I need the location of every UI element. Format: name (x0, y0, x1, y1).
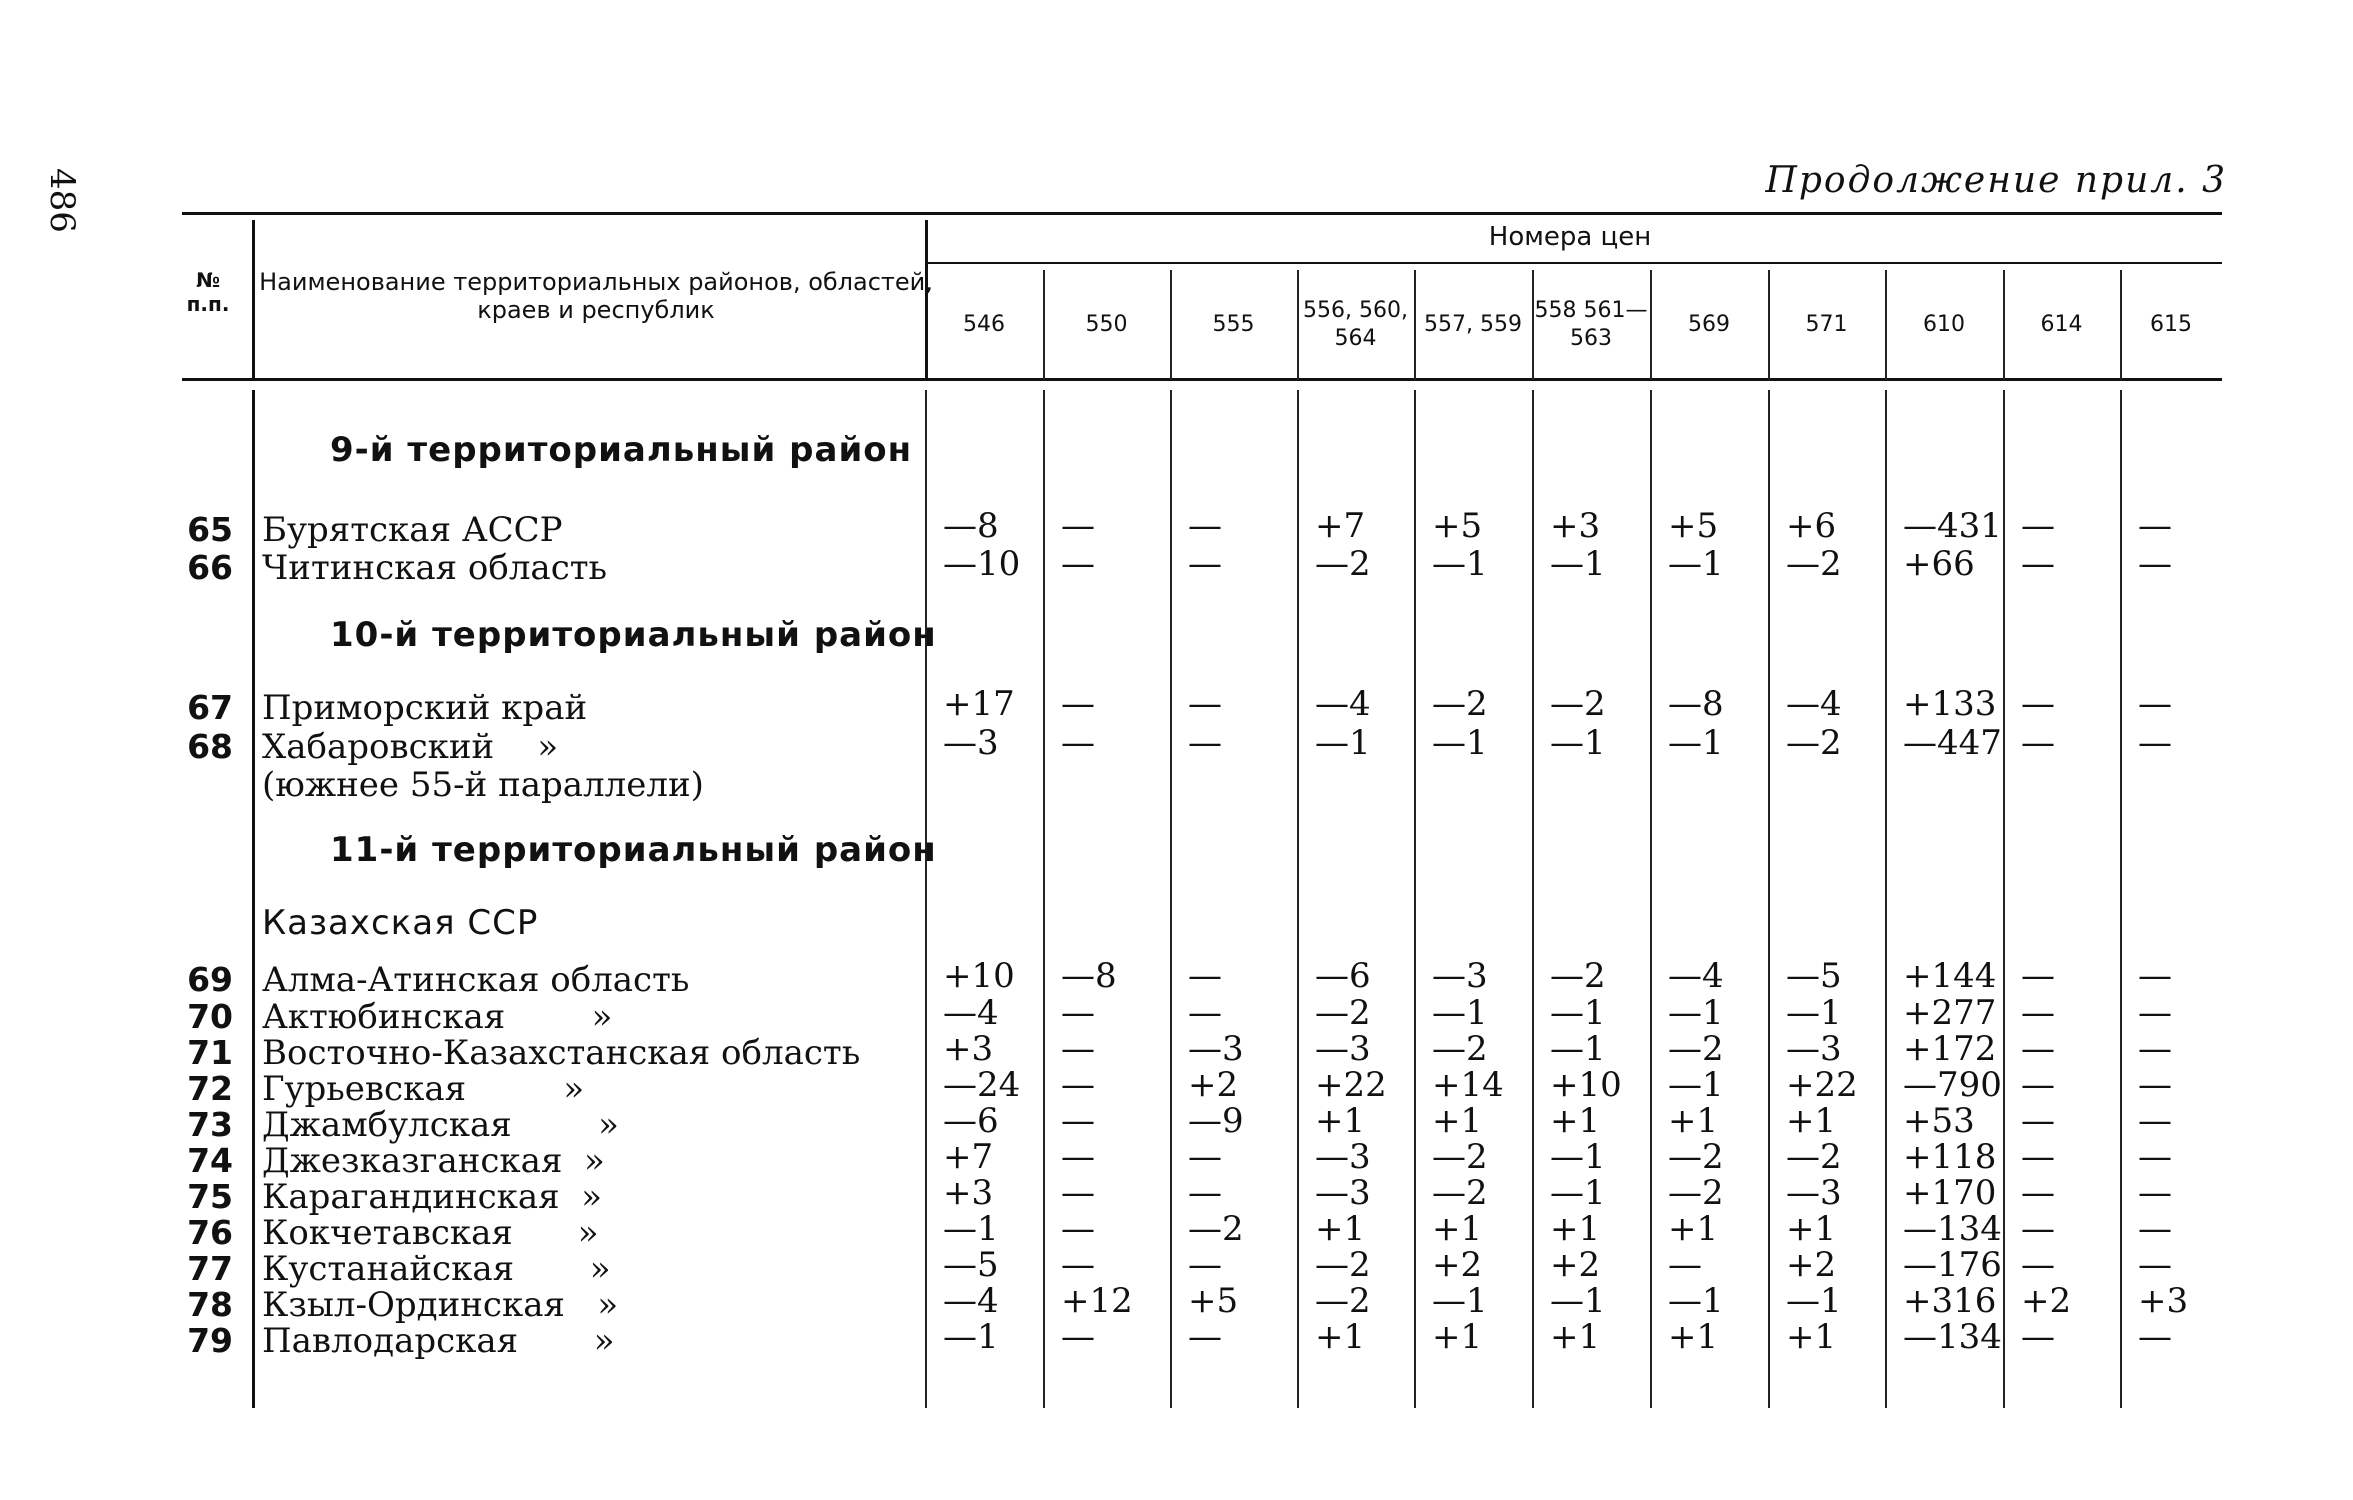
table-cell: — (2021, 1209, 2055, 1249)
column-header-9: 610 (1923, 312, 1965, 337)
table-cell: +277 (1903, 993, 1997, 1033)
table-cell: — (2138, 1137, 2172, 1177)
table-cell: — (1668, 1245, 1702, 1285)
table-cell: —2 (1188, 1209, 1244, 1249)
table-cell: — (2021, 1173, 2055, 1213)
table-cell: —447 (1903, 723, 2002, 763)
table-cell: +1 (1432, 1209, 1483, 1249)
table-cell: —2 (1786, 723, 1842, 763)
header-group-label: Номера цен (1488, 222, 1652, 252)
row-number: 70 (187, 997, 233, 1036)
table-cell: —1 (1668, 993, 1724, 1033)
header-name-label: Наименование территориальных районов, областей, краев и республик (259, 268, 933, 324)
row-name: Кзыл-Ординская » (262, 1285, 619, 1325)
table-cell: —4 (1668, 956, 1724, 996)
table-cell: —1 (1550, 1281, 1606, 1321)
table-cell: — (2021, 544, 2055, 584)
table-cell: +66 (1903, 544, 1975, 584)
table-cell: +2 (1786, 1245, 1837, 1285)
table-cell: — (2138, 684, 2172, 724)
table-cell: — (1061, 723, 1095, 763)
table-cell: —2 (1550, 956, 1606, 996)
table-cell: +1 (1315, 1317, 1366, 1357)
table-cell: —1 (1668, 1281, 1724, 1321)
table-cell: —1 (943, 1209, 999, 1249)
table-cell: — (2138, 993, 2172, 1033)
page-number: 486 (42, 168, 82, 233)
column-header-1: 546 (963, 312, 1005, 337)
table-cell: +1 (1550, 1101, 1601, 1141)
header-divider-no (252, 220, 255, 380)
table-cell: +1 (1786, 1317, 1837, 1357)
table-cell: —4 (943, 993, 999, 1033)
table-cell: — (1188, 544, 1222, 584)
section-subtitle: Казахская ССР (262, 903, 539, 943)
row-number: 79 (187, 1321, 233, 1360)
table-cell: +1 (1550, 1317, 1601, 1357)
table-cell: +1 (1668, 1209, 1719, 1249)
table-cell: — (1188, 1317, 1222, 1357)
table-cell: —2 (1786, 544, 1842, 584)
table-cell: —1 (1432, 723, 1488, 763)
table-cell: +2 (1188, 1065, 1239, 1105)
table-cell: +1 (1315, 1101, 1366, 1141)
table-cell: — (2021, 723, 2055, 763)
table-cell: +316 (1903, 1281, 1997, 1321)
table-cell: — (2138, 506, 2172, 546)
body-column-divider (925, 390, 927, 1408)
column-header-6: 558 561— 563 (1534, 298, 1648, 351)
continuation-caption: Продолжение прил. 3 (1765, 160, 2227, 201)
table-cell: — (2138, 723, 2172, 763)
row-name: Кустанайская » (262, 1249, 611, 1289)
table-cell: —2 (1432, 1173, 1488, 1213)
table-cell: — (2021, 1245, 2055, 1285)
row-number: 72 (187, 1069, 233, 1108)
table-cell: +53 (1903, 1101, 1975, 1141)
table-cell: +144 (1903, 956, 1997, 996)
table-cell: — (1061, 684, 1095, 724)
table-cell: —2 (1668, 1137, 1724, 1177)
table-cell: — (1188, 1173, 1222, 1213)
row-name: Алма-Атинская область (262, 960, 690, 1000)
table-cell: — (1061, 1029, 1095, 1069)
row-number: 65 (187, 510, 233, 549)
table-cell: —9 (1188, 1101, 1244, 1141)
table-cell: +7 (943, 1137, 994, 1177)
table-cell: — (1061, 1173, 1095, 1213)
table-cell: +3 (943, 1173, 994, 1213)
row-name: Приморский край (262, 688, 588, 728)
table-cell: — (1061, 993, 1095, 1033)
table-cell: —4 (1315, 684, 1371, 724)
row-number: 71 (187, 1033, 233, 1072)
table-cell: +5 (1432, 506, 1483, 546)
table-cell: +3 (943, 1029, 994, 1069)
table-cell: — (2138, 1173, 2172, 1213)
table-cell: —3 (1188, 1029, 1244, 1069)
table-cell: —1 (1550, 723, 1606, 763)
row-number: 67 (187, 688, 233, 727)
section-title: 10-й территориальный район (330, 615, 937, 655)
body-divider-no (252, 390, 255, 1408)
table-cell: — (1188, 684, 1222, 724)
column-header-5: 557, 559 (1424, 312, 1522, 337)
group-header-rule (925, 262, 2222, 264)
table-cell: — (1061, 544, 1095, 584)
table-cell: +17 (943, 684, 1015, 724)
body-column-divider (1170, 390, 1172, 1408)
table-cell: +170 (1903, 1173, 1997, 1213)
table-cell: — (2021, 1029, 2055, 1069)
column-header-10: 614 (2040, 312, 2083, 337)
body-column-divider (2003, 390, 2005, 1408)
table-cell: —176 (1903, 1245, 2002, 1285)
table-cell: —2 (1432, 684, 1488, 724)
row-name: Бурятская АССР (262, 510, 563, 550)
table-cell: —8 (943, 506, 999, 546)
table-cell: — (2138, 1317, 2172, 1357)
row-number: 74 (187, 1141, 233, 1180)
table-cell: —2 (1668, 1173, 1724, 1213)
table-cell: —2 (1432, 1137, 1488, 1177)
table-cell: —1 (1668, 1065, 1724, 1105)
row-number: 68 (187, 727, 233, 766)
table-cell: +1 (1315, 1209, 1366, 1249)
body-column-divider (1043, 390, 1045, 1408)
body-column-divider (2120, 390, 2122, 1408)
row-name: Павлодарская » (262, 1321, 615, 1361)
table-cell: —1 (1432, 993, 1488, 1033)
table-cell: — (2021, 684, 2055, 724)
table-cell: — (2138, 1101, 2172, 1141)
table-cell: — (2021, 993, 2055, 1033)
table-cell: —3 (1315, 1029, 1371, 1069)
table-cell: —2 (1432, 1029, 1488, 1069)
table-cell: — (2138, 956, 2172, 996)
column-header-4: 556, 560, 564 (1303, 298, 1408, 351)
table-cell: —1 (1668, 723, 1724, 763)
table-cell: — (1061, 1137, 1095, 1177)
table-cell: — (2138, 1029, 2172, 1069)
table-cell: +1 (1668, 1317, 1719, 1357)
section-title: 11-й территориальный район (330, 830, 937, 870)
table-cell: +5 (1188, 1281, 1239, 1321)
table-cell: —790 (1903, 1065, 2002, 1105)
table-cell: +6 (1786, 506, 1837, 546)
body-column-divider (1532, 390, 1534, 1408)
table-cell: — (2021, 1137, 2055, 1177)
row-number: 77 (187, 1249, 233, 1288)
column-header-2: 550 (1085, 312, 1128, 337)
table-cell: —2 (1315, 1245, 1371, 1285)
table-cell: — (1188, 1245, 1222, 1285)
table-cell: —1 (1550, 993, 1606, 1033)
row-name: Хабаровский » (262, 727, 559, 767)
table-cell: +22 (1786, 1065, 1858, 1105)
table-cell: —5 (943, 1245, 999, 1285)
row-name: Гурьевская » (262, 1069, 585, 1109)
section-title: 9-й территориальный район (330, 430, 913, 470)
body-column-divider (1297, 390, 1299, 1408)
row-number: 75 (187, 1177, 233, 1216)
table-cell: —4 (943, 1281, 999, 1321)
row-name: Джезказганская » (262, 1141, 605, 1181)
table-cell: — (1061, 1317, 1095, 1357)
table-cell: — (1188, 956, 1222, 996)
table-cell: —1 (1550, 1137, 1606, 1177)
body-column-divider (1768, 390, 1770, 1408)
table-cell: +10 (1550, 1065, 1622, 1105)
table-cell: +7 (1315, 506, 1366, 546)
table-cell: — (1061, 506, 1095, 546)
table-cell: —8 (1668, 684, 1724, 724)
table-cell: —2 (1315, 544, 1371, 584)
table-cell: +133 (1903, 684, 1997, 724)
table-cell: —1 (1550, 1029, 1606, 1069)
table-cell: —134 (1903, 1209, 2002, 1249)
table-top-rule (182, 212, 2222, 215)
table-cell: +1 (1786, 1101, 1837, 1141)
table-cell: —1 (1786, 1281, 1842, 1321)
row-name: Восточно-Казахстанская область (262, 1033, 861, 1073)
row-name: (южнее 55-й параллели) (262, 765, 704, 805)
table-cell: — (1188, 723, 1222, 763)
table-cell: —134 (1903, 1317, 2002, 1357)
table-cell: —2 (1315, 993, 1371, 1033)
table-cell: +1 (1786, 1209, 1837, 1249)
table-cell: +3 (2138, 1281, 2189, 1321)
table-cell: —1 (1786, 993, 1842, 1033)
table-cell: —2 (1668, 1029, 1724, 1069)
table-cell: —3 (1432, 956, 1488, 996)
table-cell: —3 (943, 723, 999, 763)
row-number: 76 (187, 1213, 233, 1252)
table-cell: —10 (943, 544, 1021, 584)
table-cell: +118 (1903, 1137, 1997, 1177)
table-cell: +172 (1903, 1029, 1997, 1069)
row-number: 69 (187, 960, 233, 999)
table-cell: — (2138, 1065, 2172, 1105)
row-name: Актюбинская » (262, 997, 613, 1037)
table-cell: —2 (1786, 1137, 1842, 1177)
body-column-divider (1650, 390, 1652, 1408)
column-header-8: 571 (1805, 312, 1848, 337)
table-cell: —1 (1432, 1281, 1488, 1321)
row-number: 73 (187, 1105, 233, 1144)
table-cell: +2 (1550, 1245, 1601, 1285)
table-cell: —1 (943, 1317, 999, 1357)
table-cell: —1 (1550, 1173, 1606, 1213)
table-cell: +22 (1315, 1065, 1387, 1105)
table-cell: — (1188, 1137, 1222, 1177)
table-cell: —3 (1786, 1029, 1842, 1069)
table-cell: —3 (1315, 1173, 1371, 1213)
table-cell: +1 (1668, 1101, 1719, 1141)
table-cell: —6 (1315, 956, 1371, 996)
table-cell: +2 (2021, 1281, 2072, 1321)
table-cell: —1 (1668, 544, 1724, 584)
table-cell: — (2021, 1065, 2055, 1105)
table-cell: —2 (1315, 1281, 1371, 1321)
table-cell: —6 (943, 1101, 999, 1141)
table-cell: — (1061, 1209, 1095, 1249)
row-name: Карагандинская » (262, 1177, 603, 1217)
table-cell: —5 (1786, 956, 1842, 996)
table-cell: — (2138, 1245, 2172, 1285)
column-header-7: 569 (1688, 312, 1730, 337)
column-header-11: 615 (2150, 312, 2192, 337)
table-cell: — (1188, 993, 1222, 1033)
body-column-divider (1414, 390, 1416, 1408)
row-number: 66 (187, 548, 233, 587)
table-cell: +1 (1432, 1317, 1483, 1357)
table-cell: —1 (1432, 544, 1488, 584)
table-cell: —4 (1786, 684, 1842, 724)
table-cell: — (2138, 1209, 2172, 1249)
table-cell: —431 (1903, 506, 2002, 546)
table-cell: — (2138, 544, 2172, 584)
table-cell: — (2021, 1317, 2055, 1357)
body-column-divider (1885, 390, 1887, 1408)
table-cell: +1 (1432, 1101, 1483, 1141)
table-cell: —2 (1550, 684, 1606, 724)
table-cell: — (2021, 956, 2055, 996)
table-cell: — (1188, 506, 1222, 546)
table-cell: +1 (1550, 1209, 1601, 1249)
row-number: 78 (187, 1285, 233, 1324)
table-cell: —1 (1550, 544, 1606, 584)
table-cell: +10 (943, 956, 1015, 996)
table-cell: — (2021, 1101, 2055, 1141)
table-cell: +5 (1668, 506, 1719, 546)
row-name: Кокчетавская » (262, 1213, 599, 1253)
table-cell: +3 (1550, 506, 1601, 546)
table-cell: —24 (943, 1065, 1021, 1105)
table-cell: +14 (1432, 1065, 1504, 1105)
table-cell: — (1061, 1245, 1095, 1285)
table-cell: —3 (1786, 1173, 1842, 1213)
table-cell: —1 (1315, 723, 1371, 763)
table-cell: — (1061, 1101, 1095, 1141)
row-name: Джамбулская » (262, 1105, 619, 1145)
table-cell: —8 (1061, 956, 1117, 996)
table-cell: +12 (1061, 1281, 1133, 1321)
table-cell: —3 (1315, 1137, 1371, 1177)
table-cell: +2 (1432, 1245, 1483, 1285)
header-no-label: № п.п. (186, 268, 230, 316)
column-header-3: 555 (1212, 312, 1255, 337)
row-name: Читинская область (262, 548, 608, 588)
table-cell: — (2021, 506, 2055, 546)
table-cell: — (1061, 1065, 1095, 1105)
